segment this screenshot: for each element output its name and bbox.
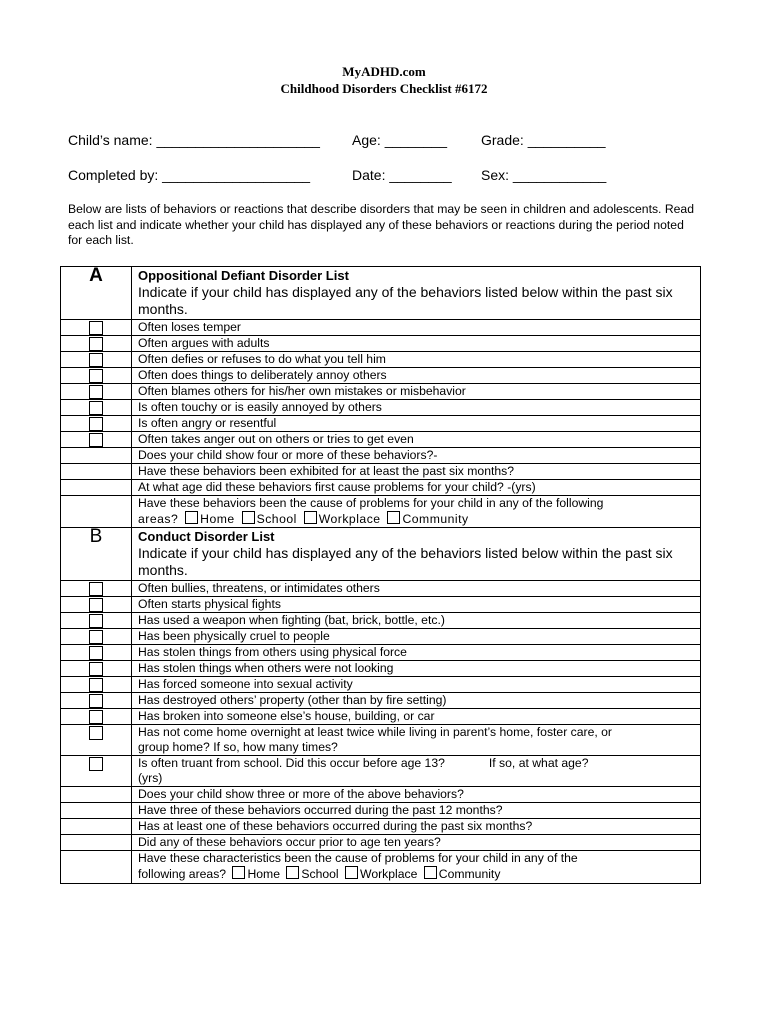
item-label: Has stolen things from others using physical force: [132, 645, 701, 661]
checkbox[interactable]: [89, 433, 103, 447]
table-row: [61, 336, 701, 352]
checkbox[interactable]: [89, 757, 103, 771]
table-row: [61, 851, 701, 884]
table-row: [61, 803, 701, 819]
section-a-header: [61, 267, 701, 320]
school-label: School: [256, 512, 297, 526]
table-row: [61, 448, 701, 464]
table-row: [61, 384, 701, 400]
item-label: Has destroyed others’ property (other than by fire setting): [132, 693, 701, 709]
section-a-letter: A: [61, 267, 132, 320]
item-label: Often does things to deliberately annoy others: [132, 368, 701, 384]
question-label: Did any of these behaviors occur prior to age ten years?: [132, 835, 701, 851]
checkbox[interactable]: [89, 646, 103, 660]
checklist-table: [60, 266, 701, 884]
community-label: Community: [402, 512, 469, 526]
checkbox[interactable]: [89, 630, 103, 644]
workplace-label: Workplace: [318, 512, 381, 526]
section-b-instruction: Indicate if your child has displayed any of the behaviors listed below within the past six months.: [138, 545, 673, 578]
item-label-age: If so, at what age?: [488, 756, 589, 770]
areas-question: Have these behaviors been the cause of problems for your child in any of the following: [138, 496, 604, 510]
table-row: [61, 645, 701, 661]
checkbox[interactable]: [89, 726, 103, 740]
school-checkbox[interactable]: [242, 511, 255, 524]
checklist-title: Childhood Disorders Checklist #6172: [280, 81, 488, 96]
workplace-checkbox[interactable]: [304, 511, 317, 524]
item-label: Often loses temper: [132, 320, 701, 336]
checkbox[interactable]: [89, 369, 103, 383]
item-label: Has not come home overnight at least twice while living in parent’s home, foster care, or: [138, 725, 612, 739]
checkbox[interactable]: [89, 662, 103, 676]
item-label: Has forced someone into sexual activity: [132, 677, 701, 693]
table-row: [61, 661, 701, 677]
table-row: [61, 480, 701, 496]
areas-prefix: following areas?: [138, 867, 227, 881]
checkbox[interactable]: [89, 694, 103, 708]
table-row: [61, 629, 701, 645]
question-label: Does your child show four or more of these behaviors?-: [132, 448, 701, 464]
community-checkbox[interactable]: [387, 511, 400, 524]
question-label: Has at least one of these behaviors occurred during the past six months?: [132, 819, 701, 835]
section-a-instruction: Indicate if your child has displayed any of the behaviors listed below within the past six months.: [138, 284, 673, 317]
table-row: [61, 756, 701, 787]
checkbox[interactable]: [89, 417, 103, 431]
home-label: Home: [247, 867, 280, 881]
table-row: [61, 677, 701, 693]
completed-by-field[interactable]: Completed by: ___________________: [68, 167, 311, 183]
sex-field[interactable]: Sex: ____________: [481, 167, 607, 183]
item-label: Has broken into someone else’s house, building, or car: [132, 709, 701, 725]
item-label: Often starts physical fights: [132, 597, 701, 613]
table-row: [61, 581, 701, 597]
table-row: [61, 464, 701, 480]
item-label: Has been physically cruel to people: [132, 629, 701, 645]
checkbox[interactable]: [89, 337, 103, 351]
age-field[interactable]: Age: ________: [352, 132, 447, 148]
table-row: [61, 709, 701, 725]
home-checkbox[interactable]: [232, 866, 245, 879]
date-field[interactable]: Date: ________: [352, 167, 452, 183]
question-label: Does your child show three or more of the above behaviors?: [132, 787, 701, 803]
question-label: At what age did these behaviors first cause problems for your child? -(yrs): [132, 480, 701, 496]
home-label: Home: [200, 512, 235, 526]
table-row: [61, 787, 701, 803]
checkbox[interactable]: [89, 678, 103, 692]
home-checkbox[interactable]: [185, 511, 198, 524]
item-label: Is often truant from school. Did this occur before age 13?: [138, 756, 445, 770]
item-label: Often blames others for his/her own mistakes or misbehavior: [132, 384, 701, 400]
table-row: [61, 835, 701, 851]
checkbox[interactable]: [89, 598, 103, 612]
site-name: MyADHD.com: [342, 64, 426, 79]
item-label: Is often touchy or is easily annoyed by others: [132, 400, 701, 416]
school-label: School: [301, 867, 339, 881]
table-row: [61, 496, 701, 528]
table-row: [61, 725, 701, 756]
table-row: [61, 400, 701, 416]
table-row: [61, 368, 701, 384]
section-a-title: Oppositional Defiant Disorder List: [138, 268, 349, 283]
section-b-letter: B: [61, 528, 132, 581]
table-row: [61, 693, 701, 709]
item-label-cont: (yrs): [138, 771, 163, 785]
community-label: Community: [438, 867, 501, 881]
grade-field[interactable]: Grade: __________: [481, 132, 606, 148]
instructions-paragraph: Below are lists of behaviors or reactions that describe disorders that may be seen in children and adolescents. Read each list and indicate whether your child has displayed any of these behaviors or reactions during the period noted for each list.: [68, 202, 694, 248]
question-label: Have these behaviors been exhibited for at least the past six months?: [132, 464, 701, 480]
table-row: [61, 416, 701, 432]
question-label: Have three of these behaviors occurred during the past 12 months?: [132, 803, 701, 819]
section-b-header: [61, 528, 701, 581]
checkbox[interactable]: [89, 401, 103, 415]
table-row: [61, 819, 701, 835]
workplace-label: Workplace: [360, 867, 418, 881]
section-b-title: Conduct Disorder List: [138, 529, 275, 544]
checkbox[interactable]: [89, 614, 103, 628]
table-row: [61, 597, 701, 613]
item-label: Often bullies, threatens, or intimidates others: [132, 581, 701, 597]
item-label: Often takes anger out on others or tries to get even: [132, 432, 701, 448]
item-label: Often argues with adults: [132, 336, 701, 352]
checkbox[interactable]: [89, 710, 103, 724]
checkbox[interactable]: [89, 385, 103, 399]
table-row: [61, 352, 701, 368]
item-label: Has used a weapon when fighting (bat, brick, bottle, etc.): [132, 613, 701, 629]
item-label: Has stolen things when others were not looking: [132, 661, 701, 677]
checkbox[interactable]: [89, 582, 103, 596]
checkbox[interactable]: [89, 321, 103, 335]
workplace-checkbox[interactable]: [345, 866, 358, 879]
item-label: Is often angry or resentful: [132, 416, 701, 432]
table-row: [61, 432, 701, 448]
checkbox[interactable]: [89, 353, 103, 367]
item-label: Often defies or refuses to do what you tell him: [132, 352, 701, 368]
child-name-field[interactable]: Child’s name: _____________________: [68, 132, 320, 148]
areas-question: Have these characteristics been the cause of problems for your child in any of the: [138, 851, 578, 865]
community-checkbox[interactable]: [424, 866, 437, 879]
table-row: [61, 613, 701, 629]
school-checkbox[interactable]: [286, 866, 299, 879]
areas-prefix: areas?: [138, 512, 179, 526]
item-label-cont: group home? If so, how many times?: [138, 740, 338, 754]
table-row: [61, 320, 701, 336]
